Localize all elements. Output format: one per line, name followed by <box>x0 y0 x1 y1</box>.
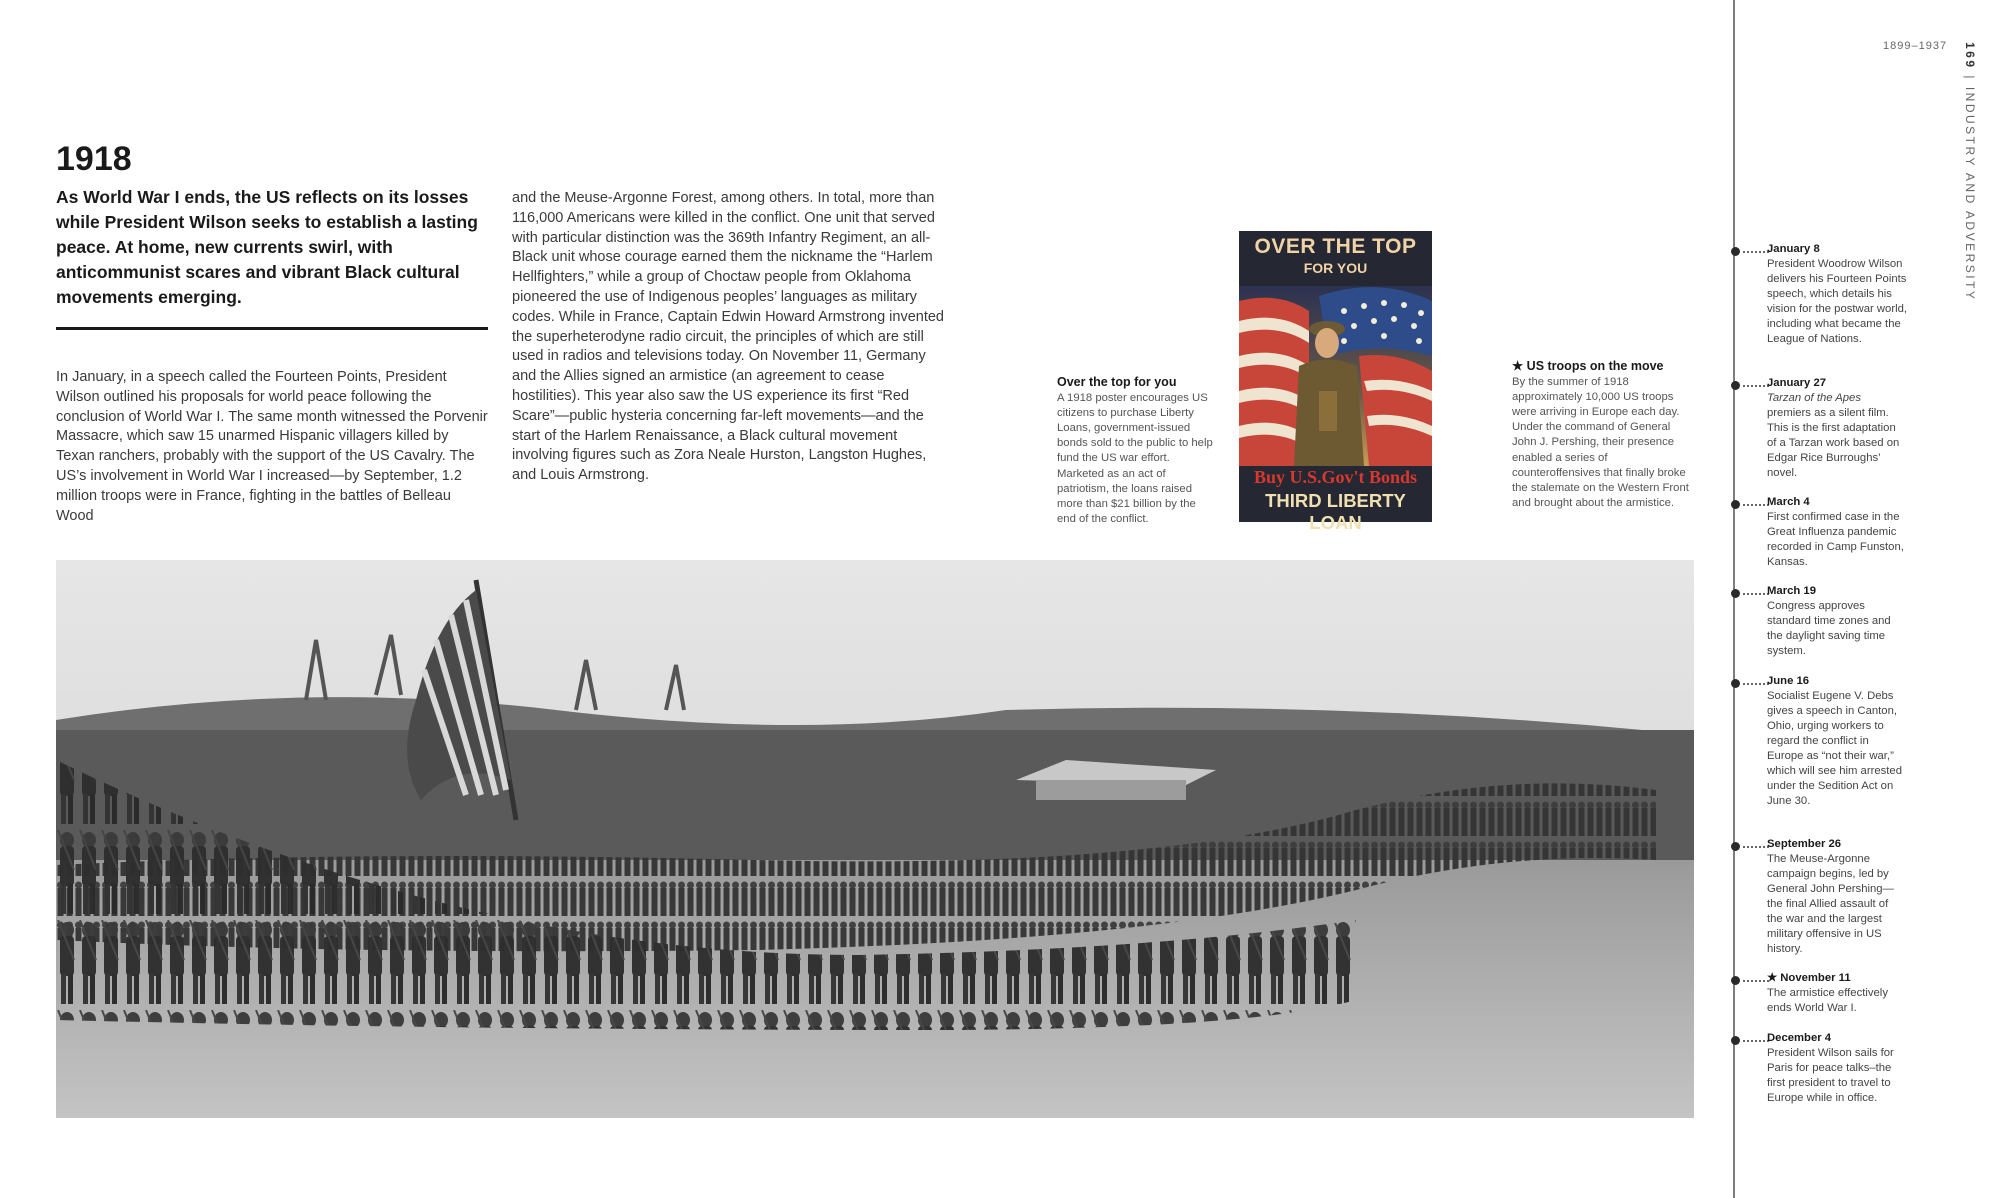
section-title: INDUSTRY AND ADVERSITY <box>1963 86 1977 302</box>
intro-paragraph: As World War I ends, the US reflects on its losses while President Wilson seeks to establish a lasting peace. At home, new currents swirl, with anticommunist scares and vibrant Black cultural movements emerging. <box>56 187 478 307</box>
poster-headline <box>1239 235 1432 276</box>
timeline-description: Congress approves standard time zones and the daylight saving time system. <box>1767 600 1891 657</box>
timeline-date: March 19 <box>1767 585 1816 597</box>
timeline-date: September 26 <box>1767 838 1842 850</box>
timeline-description: President Woodrow Wilson delivers his Fourteen Points speech, which details his vision for the postwar world, including what became the League of Nations. <box>1767 258 1908 345</box>
poster-line-4: THIRD LIBERTY LOAN <box>1265 490 1406 533</box>
timeline-date: June 16 <box>1767 675 1810 687</box>
timeline-entry-text <box>1767 837 1907 957</box>
timeline-date: ★ November 11 <box>1767 972 1851 984</box>
timeline-dot <box>1731 976 1740 985</box>
timeline-entry-text <box>1767 1031 1907 1106</box>
timeline-entry-text <box>1767 971 1907 1016</box>
timeline-entry-text <box>1767 584 1907 659</box>
timeline-leader <box>1743 683 1769 685</box>
troops-caption <box>1512 359 1697 511</box>
timeline-entry-text <box>1767 674 1907 809</box>
timeline-dot <box>1731 500 1740 509</box>
body-column-2: and the Meuse-Argonne Forest, among others. In total, more than 116,000 Americans were killed in the conflict. One unit that served with particular distinction was the 369th Infantry Regiment, an all-Black unit whose courage earned them the nickname the “Harlem Hellfighters,” while a group of Choctaw people from Oklahoma pioneered the use of Indigenous peoples’ languages as military codes. While in France, Captain Edwin Howard Armstrong invented the superheterodyne radio circuit, the principles of which are still used in radios and televisions today. On November 11, Germany and the Allies signed an armistice (an agreement to cease hostilities). This year also saw the US experience its first “Red Scare”—public hysteria concerning far-left movements—and the start of the Harlem Renaissance, a Black cultural movement involving figures such as Zora Neale Hurston, Langston Hughes, and Louis Armstrong. <box>512 190 944 484</box>
intro-rule <box>56 327 488 330</box>
timeline-entry-text <box>1767 376 1907 481</box>
timeline-dot <box>1731 1036 1740 1045</box>
timeline-description: The Meuse-Argonne campaign begins, led by General John Pershing—the final Allied assault of the war and the largest military offensive in US history. <box>1767 853 1894 955</box>
poster-caption-text: A 1918 poster encourages US citizens to purchase Liberty Loans, government-issued bonds sold to the public to help fund the US war effort. Marketed as an act of patriotism, the loans raised more than $21 billion by the end of the conflict. <box>1057 392 1213 525</box>
timeline-description: The armistice effectively ends World War I. <box>1767 987 1888 1014</box>
timeline-entry-text <box>1767 495 1907 570</box>
troops-caption-text: By the summer of 1918 approximately 10,000 US troops were arriving in Europe each day. Under the command of General John J. Pershing, their presence enabled a series of counteroffensives that finally broke the stalemate on the Western Front and brought about the armistice. <box>1512 376 1689 509</box>
timeline-leader <box>1743 385 1769 387</box>
timeline-description: premiers as a silent film. This is the first adaptation of a Tarzan work based on Edgar Rice Burroughs’ novel. <box>1767 407 1900 479</box>
page-edge-divider <box>1733 0 1735 1198</box>
poster-footer <box>1239 467 1432 534</box>
timeline-date: December 4 <box>1767 1032 1832 1044</box>
timeline-description: President Wilson sails for Paris for peace talks–the first president to travel to Europe while in office. <box>1767 1047 1894 1104</box>
timeline-leader <box>1743 593 1769 595</box>
poster-line-2: FOR YOU <box>1303 260 1368 276</box>
timeline-dot <box>1731 247 1740 256</box>
timeline-leader <box>1743 980 1769 982</box>
running-head-separator: | <box>1963 75 1977 87</box>
sidebar-date-range: 1899–1937 <box>1883 40 1948 52</box>
timeline-description: First confirmed case in the Great Influenza pandemic recorded in Camp Funston, Kansas. <box>1767 511 1904 568</box>
body-column-1: In January, in a speech called the Fourteen Points, President Wilson outlined his proposals for world peace following the conclusion of World War I. The same month witnessed the Porvenir Massacre, which saw 15 unarmed Hispanic villagers killed by Texan ranchers, probably with the support of the US Cavalry. The US’s involvement in World War I increased—by September, 1.2 million troops were in France, fighting in the battles of Belleau Wood <box>56 369 488 524</box>
timeline-date: January 8 <box>1767 243 1820 255</box>
year-heading: 1918 <box>56 140 132 178</box>
timeline-dot <box>1731 679 1740 688</box>
sidebar-running-head <box>1963 42 1977 301</box>
timeline-date: March 4 <box>1767 496 1810 508</box>
troops-photo-illustration <box>56 560 1694 1118</box>
timeline-dot <box>1731 842 1740 851</box>
page-number: 169 <box>1963 42 1977 70</box>
troops-marching-photo <box>56 560 1694 1118</box>
timeline-leader <box>1743 846 1769 848</box>
timeline-film-title: Tarzan of the Apes <box>1767 392 1861 404</box>
timeline-leader <box>1743 1040 1769 1042</box>
liberty-loan-poster <box>1239 231 1432 533</box>
timeline-leader <box>1743 251 1769 253</box>
timeline-leader <box>1743 504 1769 506</box>
poster-caption-title: Over the top for you <box>1057 375 1177 389</box>
timeline-entry-text <box>1767 242 1907 347</box>
timeline-dot <box>1731 589 1740 598</box>
poster-caption <box>1057 375 1217 527</box>
timeline-dot <box>1731 381 1740 390</box>
timeline-description: Socialist Eugene V. Debs gives a speech in Canton, Ohio, urging workers to regard the conflict in Europe as “not their war,” which will see him arrested under the Sedition Act on June 30. <box>1767 690 1902 807</box>
poster-line-1: OVER THE TOP <box>1254 235 1417 258</box>
poster-line-3: Buy U.S.Gov't Bonds <box>1253 467 1418 487</box>
timeline-date: January 27 <box>1767 377 1827 389</box>
troops-caption-title: ★ US troops on the move <box>1512 359 1664 373</box>
